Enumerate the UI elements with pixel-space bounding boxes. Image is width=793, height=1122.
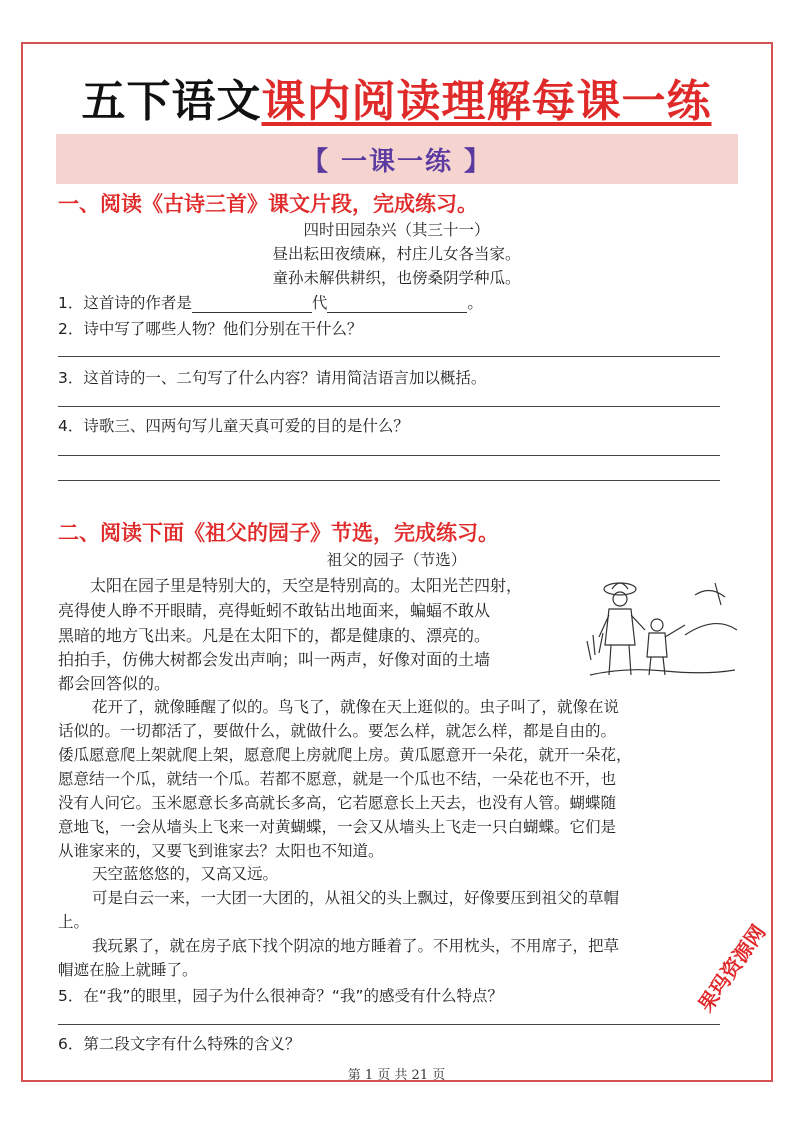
passage-title: 祖父的园子（节选） <box>326 551 467 569</box>
passage-line: 没有人问它。玉米愿意长多高就长多高，它若愿意长上天去，也没有人管。蝴蝶随 <box>58 794 617 812</box>
passage-line: 黑暗的地方飞出来。凡是在太阳下的，都是健康的、漂亮的。 <box>58 626 491 645</box>
banner: 【 一课一练 】 <box>56 134 738 184</box>
title-red: 课内阅读理解每课一练 <box>261 76 712 127</box>
answer-line[interactable] <box>58 1024 720 1025</box>
passage-line: 我玩累了，就在房子底下找个阴凉的地方睡着了。不用枕头，不用席子，把草 <box>92 937 620 955</box>
question-2: 2．诗中写了哪些人物？他们分别在干什么？ <box>58 320 363 338</box>
q1-prefix: 1．这首诗的作者是 <box>58 294 192 312</box>
answer-blank-author[interactable] <box>192 294 312 313</box>
passage-line: 愿意结一个瓜，就结一个瓜。若都不愿意，就是一个瓜也不结，一朵花也不开，也 <box>58 770 617 788</box>
passage-line: 话似的。一切都活了，要做什么，就做什么。要怎么样，就怎么样，都是自由的。 <box>58 722 617 740</box>
question-5: 5．在“我”的眼里，园子为什么很神奇？“我”的感受有什么特点？ <box>58 987 503 1005</box>
section1-heading: 一、阅读《古诗三首》课文片段，完成练习。 <box>58 192 478 216</box>
passage-line: 花开了，就像睡醒了似的。鸟飞了，就像在天上逛似的。虫子叫了，就像在说 <box>92 698 620 716</box>
passage-line: 可是白云一来，一大团一大团的，从祖父的头上飘过，好像要压到祖父的草帽 <box>92 889 620 907</box>
title-black: 五下语文 <box>81 76 262 127</box>
answer-line[interactable] <box>58 480 720 481</box>
q1-end: 。 <box>467 294 483 312</box>
passage-line: 意地飞，一会从墙头上飞来一对黄蝴蝶，一会又从墙头上飞走一只白蝴蝶。它们是 <box>58 818 617 836</box>
passage-line: 帽遮在脸上就睡了。 <box>58 961 198 979</box>
q1-mid: 代 <box>311 294 328 312</box>
passage-line: 亮得使人睁不开眼睛，亮得蚯蚓不敢钻出地面来，蝙蝠不敢从 <box>58 601 491 620</box>
page-number: 第 1 页 共 21 页 <box>347 1068 446 1083</box>
passage-line: 天空蓝悠悠的，又高又远。 <box>92 865 279 883</box>
section2-heading: 二、阅读下面《祖父的园子》节选，完成练习。 <box>58 521 499 545</box>
poem-title: 四时田园杂兴（其三十一） <box>303 221 490 239</box>
watermark: 果玛资源网 <box>693 920 771 1017</box>
question-3: 3．这首诗的一、二句写了什么内容？请用简洁语言加以概括。 <box>58 369 487 387</box>
answer-blank-name[interactable] <box>327 294 467 313</box>
passage-line: 太阳在园子里是特别大的，天空是特别高的。太阳光芒四射， <box>90 576 523 595</box>
passage-line: 倭瓜愿意爬上架就爬上架，愿意爬上房就爬上房。黄瓜愿意开一朵花，就开一朵花， <box>58 746 632 764</box>
question-1 <box>58 291 483 313</box>
passage-line: 拍拍手，仿佛大树都会发出声响；叫一两声，好像对面的土墙 <box>58 650 491 669</box>
passage-line: 上。 <box>58 913 90 931</box>
answer-line[interactable] <box>58 455 720 456</box>
question-4: 4．诗歌三、四两句写儿童天真可爱的目的是什么？ <box>58 417 409 435</box>
question-6: 6．第二段文字有什么特殊的含义？ <box>58 1035 301 1053</box>
answer-line[interactable] <box>58 406 720 407</box>
garden-illustration <box>585 575 740 685</box>
poem-line-2: 童孙未解供耕织，也傍桑阴学种瓜。 <box>272 269 521 287</box>
answer-line[interactable] <box>58 356 720 357</box>
passage-line: 从谁家来的，又要飞到谁家去？太阳也不知道。 <box>58 842 384 860</box>
poem-line-1: 昼出耘田夜绩麻，村庄儿女各当家。 <box>272 245 521 263</box>
passage-line: 都会回答似的。 <box>58 674 171 693</box>
page-title <box>0 65 793 129</box>
